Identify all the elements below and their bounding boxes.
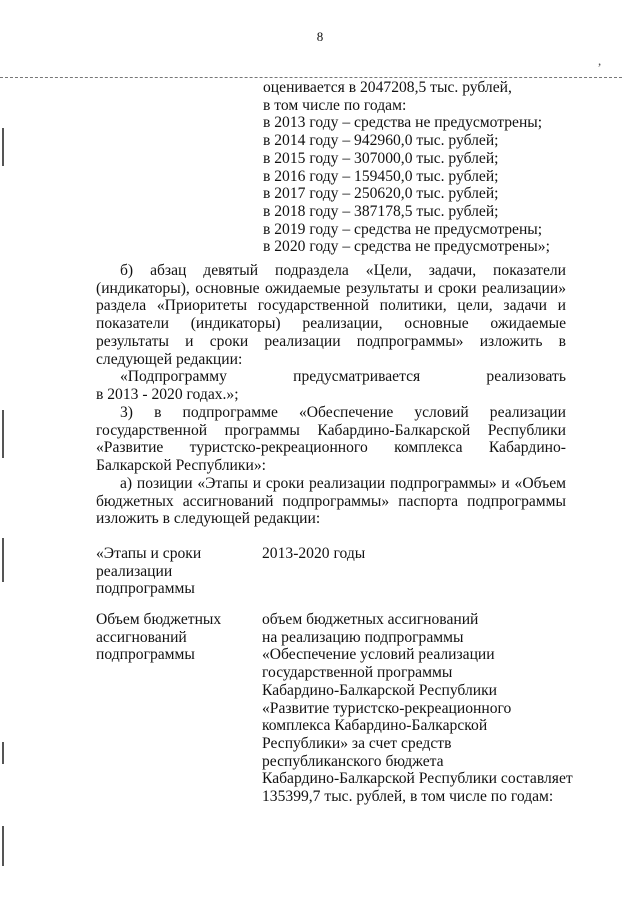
budget-value-line: комплекса Кабардино-Балкарской (262, 717, 488, 735)
budget-by-year-list (263, 79, 603, 256)
scan-edge-mark (2, 128, 4, 166)
row-value-stages: 2013-2020 годы (262, 545, 366, 562)
budget-value-line: Кабардино-Балкарской Республики (262, 681, 498, 699)
quote-line: «Подпрограмму предусматривается реализовать (120, 368, 566, 385)
budget-value-line: республиканского бюджета (262, 752, 444, 770)
scan-edge-mark (2, 410, 4, 458)
budget-value-line: объем бюджетных ассигнований (262, 611, 479, 628)
budget-value-line: «Обеспечение условий реализации (262, 646, 495, 664)
paragraph-3: 3) в подпрограмме «Обеспечение условий реализации государственной программы Кабардино-Балкарской Республики «Развитие туристско-рекреационного комплекса Кабардино-Балкарской Республики»: (96, 404, 566, 475)
budget-year-line: в 2019 году – средства не предусмотрены; (263, 220, 543, 238)
budget-intro-line: в том числе по годам: (263, 96, 407, 114)
quote-tail: в 2013 - 2020 годах.»; (96, 386, 239, 403)
budget-year-line: в 2018 году – 387178,5 тыс. рублей; (263, 202, 499, 220)
scan-edge-mark (2, 538, 4, 582)
paragraph-a: а) позиции «Этапы и сроки реализации подпрограммы» и «Объем бюджетных ассигнований подпрограммы» паспорта подпрограммы изложить в следующей редакции: (96, 475, 566, 528)
budget-value-line: государственной программы (262, 664, 453, 682)
scan-edge-mark (2, 742, 4, 764)
budget-year-line: в 2015 году – 307000,0 тыс. рублей; (263, 149, 499, 167)
paragraph-b: б) абзац девятый подраздела «Цели, задачи, показатели (индикаторы), основные ожидаемые результаты и сроки реализации» раздела «Приоритеты государственной политики, цели, задачи и показатели (индикаторы) реализации, основные ожидаемые результаты и сроки реализации подпрограммы» изложить в следующей редакции: (96, 262, 566, 368)
budget-year-line: в 2020 году – средства не предусмотрены»; (263, 238, 550, 256)
budget-value-line: Кабардино-Балкарской Республики составляет (262, 770, 573, 788)
row-label-stages: «Этапы и сроки реализации подпрограммы (96, 545, 202, 598)
budget-year-line: в 2014 году – 942960,0 тыс. рублей; (263, 132, 499, 150)
page-number: 8 (316, 29, 324, 44)
budget-year-line: в 2017 году – 250620,0 тыс. рублей; (263, 185, 499, 203)
budget-value-line: Республики» за счет средств (262, 734, 452, 752)
scan-edge-mark (2, 826, 4, 866)
row-value-budget (262, 611, 582, 806)
budget-value-line: на реализацию подпрограммы (262, 628, 464, 646)
budget-year-line: в 2016 году – 159450,0 тыс. рублей; (263, 167, 499, 185)
budget-total-line: оценивается в 2047208,5 тыс. рублей, (263, 79, 512, 96)
row-label-budget: Объем бюджетных ассигнований подпрограммы (96, 611, 222, 664)
budget-value-line: «Развитие туристско-рекреационного (262, 699, 512, 717)
scan-artifact-line (0, 77, 622, 78)
scan-speck: , (598, 53, 602, 68)
budget-value-line: 135399,7 тыс. рублей, в том числе по годам: (262, 788, 554, 806)
budget-year-line: в 2013 году – средства не предусмотрены; (263, 114, 543, 132)
